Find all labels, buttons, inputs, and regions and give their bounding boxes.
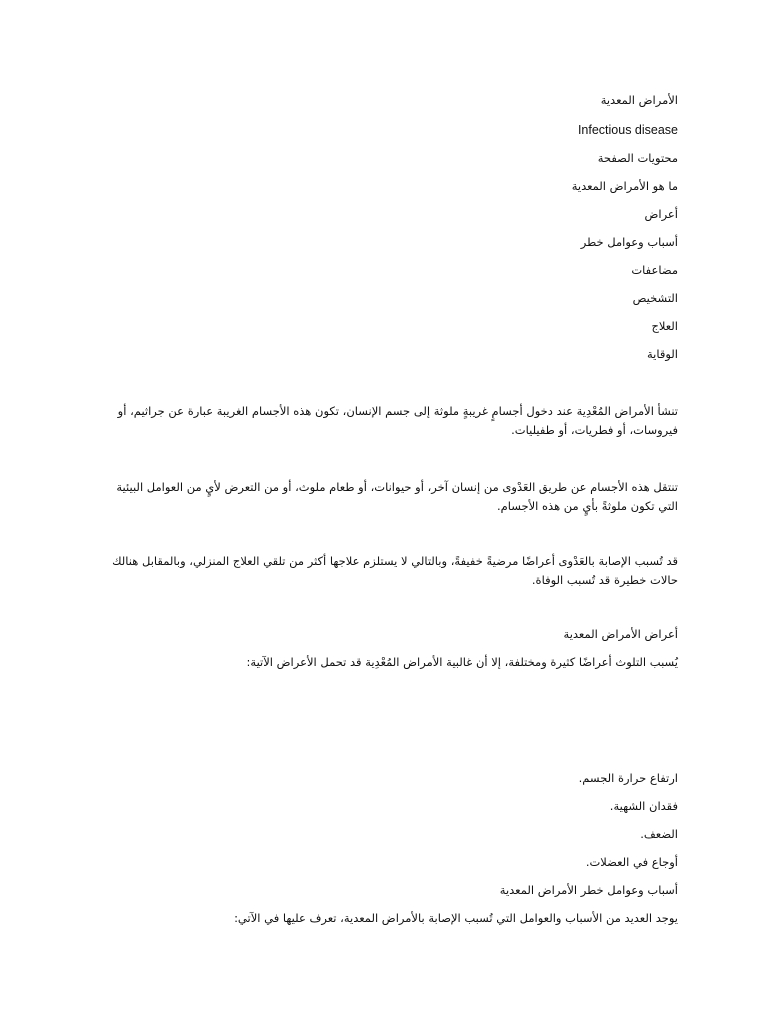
paragraph-intro: تنشأ الأمراض المُعْدِية عند دخول أجسامٍ غريبةٍ ملوثة إلى جسم الإنسان، تكون هذه الأجسام الغريبة عبارة عن جراثيم، أو فيروسات، أو فطريات، أو طفيليات. <box>117 404 678 437</box>
toc-item: مضاعفات <box>631 263 678 277</box>
causes-heading: أسباب وعوامل خطر الأمراض المعدية <box>499 883 678 897</box>
toc-item: ما هو الأمراض المعدية <box>571 179 678 193</box>
symptoms-heading: أعراض الأمراض المعدية <box>563 627 678 641</box>
symptom-item: فقدان الشهية. <box>609 799 678 813</box>
causes-intro: يوجد العديد من الأسباب والعوامل التي تُسبب الإصابة بالأمراض المعدية، تعرف عليها في الآتي: <box>234 911 678 925</box>
title-english: Infectious disease <box>577 123 678 137</box>
symptom-item: أوجاع في العضلات. <box>585 855 678 869</box>
symptoms-intro: يُسبب التلوث أعراضًا كثيرة ومختلفة، إلا أن غالبية الأمراض المُعْدِية قد تحمل الأعراض الآتية: <box>246 655 678 669</box>
paragraph-transmission: تنتقل هذه الأجسام عن طريق العَدْوى من إنسان آخر، أو حيوانات، أو طعام ملوث، أو من التعرض لأيٍ من العوامل البيئية التي تكون ملوثةً بأيٍ من هذه الأجسام. <box>116 480 678 513</box>
symptom-item: ارتفاع حرارة الجسم. <box>578 771 678 785</box>
title-arabic: الأمراض المعدية <box>600 93 678 107</box>
toc-item: التشخيص <box>632 291 678 305</box>
paragraph-severity: قد تُسبب الإصابة بالعَدْوى أعراضًا مرضيةً خفيفةً، وبالتالي لا يستلزم علاجها أكثر من تلقي العلاج المنزلي، وبالمقابل هنالك حالات خطيرة قد تُسبب الوفاة. <box>112 554 678 587</box>
toc-item: الوقاية <box>646 347 678 361</box>
toc-item: أعراض <box>644 207 678 221</box>
toc-item: أسباب وعوامل خطر <box>580 235 678 249</box>
toc-heading: محتويات الصفحة <box>597 151 678 165</box>
symptom-item: الضعف. <box>640 827 678 841</box>
toc-item: العلاج <box>651 319 678 333</box>
